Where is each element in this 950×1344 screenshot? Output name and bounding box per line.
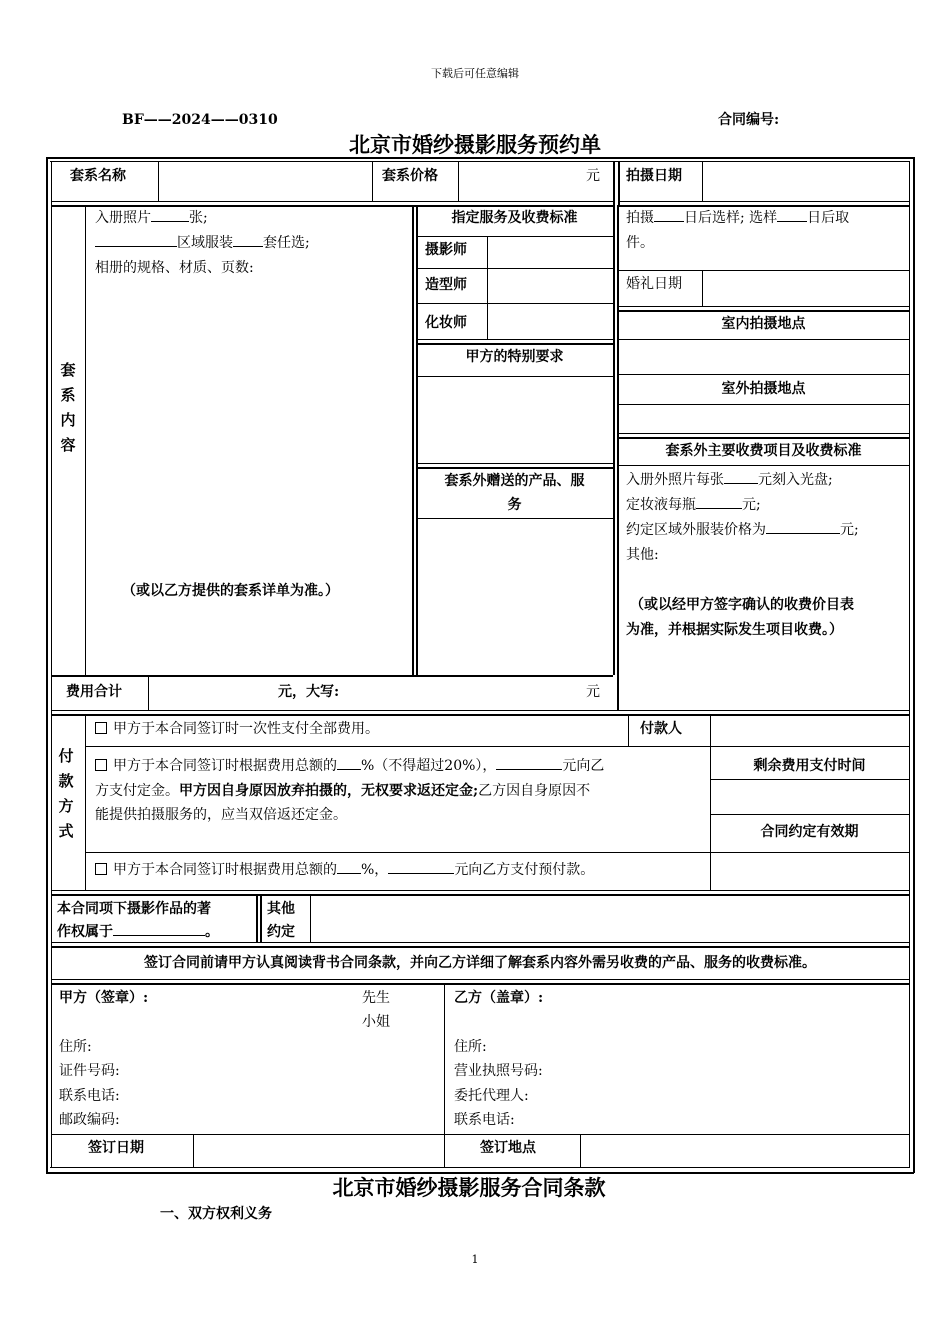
checkbox-prepayment[interactable] [95, 863, 107, 875]
package-price-label: 套系价格 [382, 168, 438, 184]
indoor-location-label: 室内拍摄地点 [721, 316, 806, 332]
special-requirements-label: 甲方的特别要求 [465, 349, 564, 365]
extra-other: 其他: [626, 547, 659, 563]
party-b-license: 营业执照号码: [454, 1063, 543, 1079]
party-b-title: 乙方（盖章）: [454, 990, 544, 1006]
document-code: BF——2024——0310 [122, 112, 278, 128]
gifts-label-line1: 套系外赠送的产品、服 [444, 473, 585, 489]
copyright-line2: 作权属于 。 [57, 920, 219, 944]
header-note: 下载后可任意编辑 [431, 67, 519, 80]
payment-method-side-label: 付款方式 [58, 747, 74, 840]
other-agreement-line1: 其他 [267, 901, 295, 917]
party-b-address: 住所: [454, 1039, 487, 1055]
sign-date-label: 签订日期 [88, 1140, 144, 1156]
sign-place-label: 签订地点 [480, 1140, 536, 1156]
total-uppercase-label: 元，大写: [278, 684, 340, 700]
extra-photo-price: 入册外照片每张 元刻入光盘; [626, 468, 833, 492]
package-name-label: 套系名称 [70, 168, 126, 184]
wedding-date-label: 婚礼日期 [626, 276, 682, 292]
deposit-terms-line3: 能提供拍摄服务的，应当双倍返还定金。 [95, 807, 347, 823]
party-a-postcode: 邮政编码: [59, 1112, 120, 1128]
extra-charges-header: 套系外主要收费项目及收费标准 [665, 443, 862, 459]
checkbox-full-payment[interactable] [95, 722, 107, 734]
selection-line: 拍摄 日后选样; 选样 日后取 [626, 206, 849, 230]
section-1-heading: 一、双方权利义务 [160, 1206, 272, 1222]
remaining-payment-time-label: 剩余费用支付时间 [753, 758, 866, 774]
party-a-address: 住所: [59, 1039, 92, 1055]
photos-line: 入册照片 张; [95, 206, 208, 230]
gifts-label-line2: 务 [507, 497, 522, 513]
payment-option-deposit[interactable]: 甲方于本合同签订时根据费用总额的 %（不得超过20%）， 元向乙 [95, 754, 604, 778]
outdoor-location-label: 室外拍摄地点 [721, 381, 806, 397]
package-content-side-label: 套系内容 [60, 361, 76, 454]
photographer-label: 摄影师 [425, 242, 467, 258]
photos-count-blank [151, 207, 189, 222]
selection-line-end: 件。 [626, 235, 654, 251]
signing-notice: 签订合同前请甲方认真阅读背书合同条款，并向乙方详细了解套系内容外需另收费的产品、服务的收费标准。 [144, 955, 816, 971]
payer-label: 付款人 [640, 721, 682, 737]
party-a-title: 甲方（签章）: [59, 990, 149, 1006]
payment-option-prepay[interactable]: 甲方于本合同签订时根据费用总额的 %， 元向乙方支付预付款。 [95, 858, 594, 882]
extra-note-line1: （或以经甲方签字确认的收费价目表 [630, 597, 854, 613]
costume-line: 区域服装 套任选; [95, 231, 310, 255]
terms-title: 北京市婚纱摄影服务合同条款 [332, 1175, 606, 1200]
total-unit: 元 [586, 684, 600, 700]
service-header: 指定服务及收费标准 [451, 210, 578, 226]
stylist-label: 造型师 [425, 277, 467, 293]
costume-count-blank [233, 232, 263, 247]
extra-note-line2: 为准，并根据实际发生项目收费。） [626, 622, 843, 638]
party-a-ms: 小姐 [362, 1014, 390, 1030]
copyright-line1: 本合同项下摄影作品的著 [57, 901, 211, 917]
party-a-phone: 联系电话: [59, 1088, 120, 1104]
deposit-terms-line2: 方支付定金。甲方因自身原因放弃拍摄的，无权要求返还定金;乙方因自身原因不 [95, 783, 591, 799]
party-b-agent: 委托代理人: [454, 1088, 529, 1104]
party-a-mr: 先生 [362, 990, 390, 1006]
album-spec: 相册的规格、材质、页数: [95, 260, 254, 276]
region-blank [95, 232, 177, 247]
makeup-label: 化妆师 [425, 315, 467, 331]
shoot-date-label: 拍摄日期 [626, 168, 682, 184]
contract-validity-label: 合同约定有效期 [760, 824, 859, 840]
extra-costume-price: 约定区域外服装价格为 元; [626, 518, 859, 542]
page-number: 1 [471, 1253, 479, 1266]
price-unit: 元 [586, 168, 600, 184]
extra-liquid-price: 定妆液每瓶 元; [626, 493, 761, 517]
payment-option-full[interactable]: 甲方于本合同签订时一次性支付全部费用。 [95, 717, 379, 741]
total-label: 费用合计 [66, 684, 122, 700]
package-note: （或以乙方提供的套系详单为准。） [122, 583, 339, 599]
checkbox-deposit[interactable] [95, 759, 107, 771]
party-b-phone: 联系电话: [454, 1112, 515, 1128]
contract-number-label: 合同编号: [718, 112, 780, 128]
form-title: 北京市婚纱摄影服务预约单 [349, 132, 601, 157]
party-a-id-number: 证件号码: [59, 1063, 120, 1079]
other-agreement-line2: 约定 [267, 924, 295, 940]
